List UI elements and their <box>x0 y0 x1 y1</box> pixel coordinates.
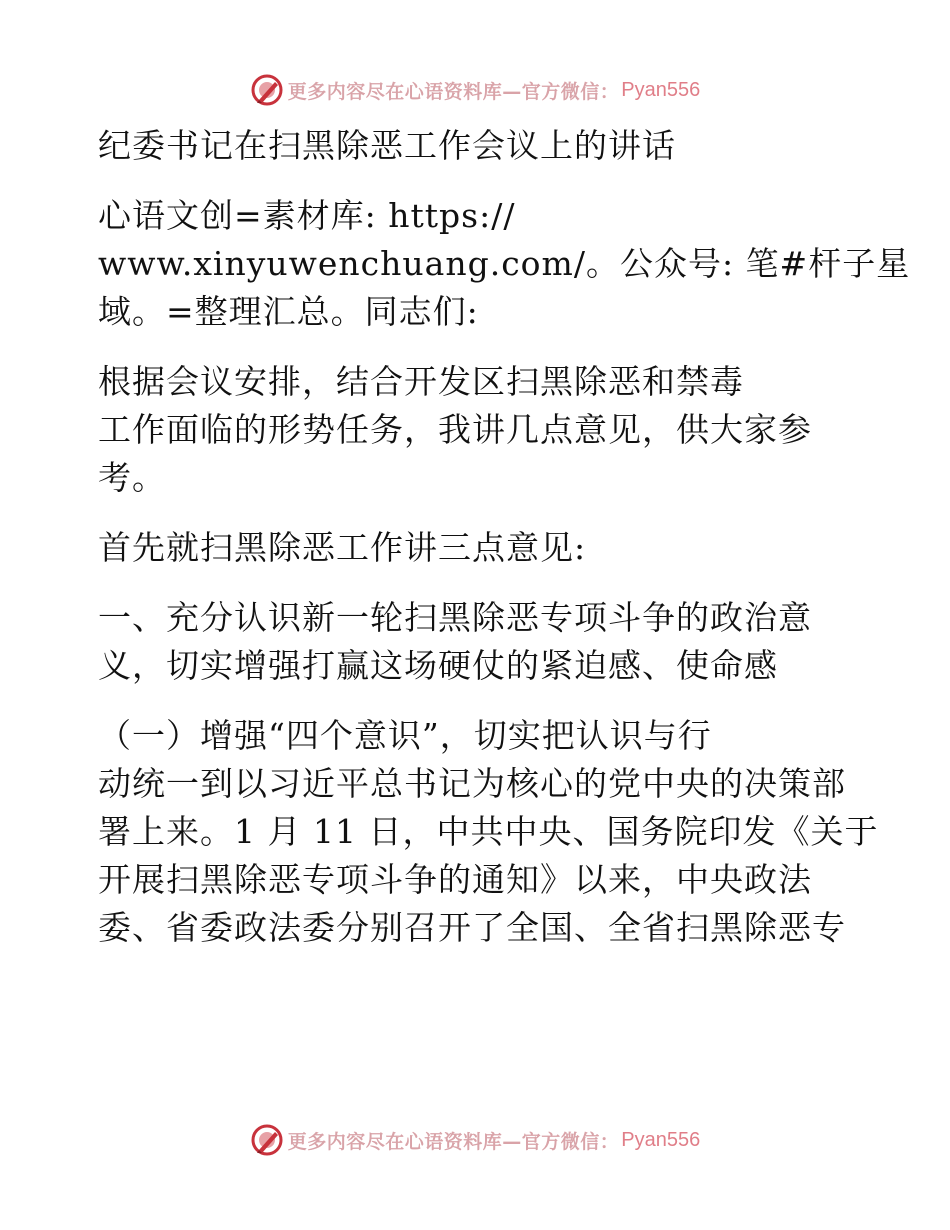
intro-line: www.xinyuwenchuang.com/。公众号: 笔#杆子星 <box>98 244 911 283</box>
paragraph-line: 开展扫黑除恶专项斗争的通知》以来，中央政法 <box>98 860 812 899</box>
paragraph-line: 根据会议安排，结合开发区扫黑除恶和禁毒 <box>98 362 744 401</box>
paragraph-line: 工作面临的形势任务，我讲几点意见，供大家参 <box>98 410 812 449</box>
paragraph-line: 动统一到以习近平总书记为核心的党中央的决策部 <box>98 764 846 803</box>
document-body <box>98 122 911 952</box>
pen-seal-icon <box>250 73 284 107</box>
watermark-text: 更多内容尽在心语资料库—官方微信： <box>287 1130 620 1153</box>
pen-seal-icon <box>250 1123 284 1157</box>
section-heading-line: 一、充分认识新一轮扫黑除恶专项斗争的政治意 <box>98 598 812 637</box>
document-title: 纪委书记在扫黑除恶工作会议上的讲话 <box>98 126 676 165</box>
paragraph-line: （一）增强“四个意识”，切实把认识与行 <box>98 716 712 755</box>
footer-watermark <box>0 1120 950 1160</box>
intro-line: 域。=整理汇总。同志们: <box>98 292 479 331</box>
paragraph-line: 署上来。1 月 11 日，中共中央、国务院印发《关于 <box>98 812 879 851</box>
paragraph-line: 委、省委政法委分别召开了全国、全省扫黑除恶专 <box>98 908 846 947</box>
paragraph-line: 考。 <box>98 458 166 497</box>
watermark-text: 更多内容尽在心语资料库—官方微信： <box>287 80 620 103</box>
intro-line: 心语文创=素材库: https:// <box>98 196 516 235</box>
watermark-wechat-id: Pyan556 <box>621 78 701 101</box>
watermark-wechat-id: Pyan556 <box>621 1128 701 1151</box>
header-watermark <box>0 70 950 110</box>
paragraph-line: 首先就扫黑除恶工作讲三点意见: <box>98 528 587 567</box>
section-heading-line: 义，切实增强打赢这场硬仗的紧迫感、使命感 <box>98 646 778 685</box>
